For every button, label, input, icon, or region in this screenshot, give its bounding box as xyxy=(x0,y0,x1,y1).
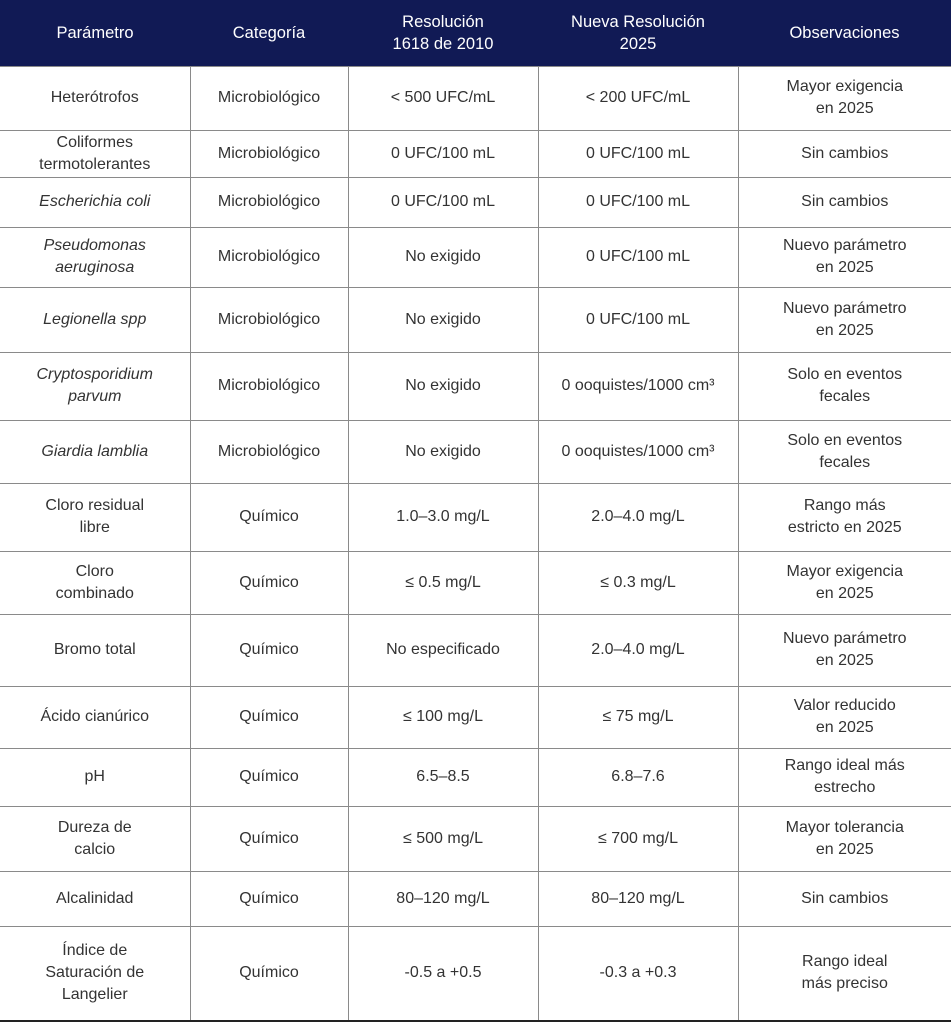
cell-categoria: Químico xyxy=(190,551,348,614)
cell-resolucion-2010: ≤ 100 mg/L xyxy=(348,686,538,748)
table-row xyxy=(0,748,951,806)
cell-resolucion-2025: 0 UFC/100 mL xyxy=(538,130,738,177)
table-body xyxy=(0,66,951,1021)
cell-resolucion-2010: No especificado xyxy=(348,614,538,686)
cell-observaciones: Nuevo parámetro en 2025 xyxy=(738,227,951,287)
cell-parametro: Ácido cianúrico xyxy=(0,686,190,748)
table-row xyxy=(0,130,951,177)
cell-parametro: Bromo total xyxy=(0,614,190,686)
cell-categoria: Químico xyxy=(190,748,348,806)
cell-parametro: Coliformes termotolerantes xyxy=(0,130,190,177)
cell-resolucion-2010: ≤ 0.5 mg/L xyxy=(348,551,538,614)
cell-parametro: Dureza de calcio xyxy=(0,806,190,871)
table-row xyxy=(0,66,951,130)
table-row xyxy=(0,871,951,926)
cell-resolucion-2010: 80–120 mg/L xyxy=(348,871,538,926)
cell-parametro: Índice de Saturación de Langelier xyxy=(0,926,190,1021)
cell-resolucion-2010: ≤ 500 mg/L xyxy=(348,806,538,871)
header-observaciones: Observaciones xyxy=(738,0,951,66)
header-categoria: Categoría xyxy=(190,0,348,66)
cell-resolucion-2025: 80–120 mg/L xyxy=(538,871,738,926)
header-parametro: Parámetro xyxy=(0,0,190,66)
cell-resolucion-2010: No exigido xyxy=(348,227,538,287)
cell-resolucion-2010: 0 UFC/100 mL xyxy=(348,130,538,177)
cell-resolucion-2010: No exigido xyxy=(348,420,538,483)
cell-categoria: Microbiológico xyxy=(190,177,348,227)
cell-categoria: Microbiológico xyxy=(190,287,348,352)
cell-categoria: Microbiológico xyxy=(190,227,348,287)
cell-categoria: Químico xyxy=(190,871,348,926)
cell-parametro: Cloro residual libre xyxy=(0,483,190,551)
cell-resolucion-2010: No exigido xyxy=(348,352,538,420)
cell-resolucion-2025: 6.8–7.6 xyxy=(538,748,738,806)
cell-resolucion-2025: -0.3 a +0.3 xyxy=(538,926,738,1021)
cell-parametro: pH xyxy=(0,748,190,806)
cell-parametro: Heterótrofos xyxy=(0,66,190,130)
cell-observaciones: Rango ideal más preciso xyxy=(738,926,951,1021)
cell-resolucion-2010: < 500 UFC/mL xyxy=(348,66,538,130)
cell-parametro: Giardia lamblia xyxy=(0,420,190,483)
table-row xyxy=(0,483,951,551)
cell-resolucion-2025: < 200 UFC/mL xyxy=(538,66,738,130)
cell-observaciones: Rango ideal más estrecho xyxy=(738,748,951,806)
cell-parametro: Escherichia coli xyxy=(0,177,190,227)
cell-observaciones: Sin cambios xyxy=(738,130,951,177)
cell-parametro: Cloro combinado xyxy=(0,551,190,614)
table-row xyxy=(0,806,951,871)
table-row xyxy=(0,177,951,227)
table-row xyxy=(0,420,951,483)
cell-categoria: Químico xyxy=(190,686,348,748)
cell-resolucion-2010: No exigido xyxy=(348,287,538,352)
cell-observaciones: Nuevo parámetro en 2025 xyxy=(738,614,951,686)
cell-observaciones: Sin cambios xyxy=(738,177,951,227)
cell-categoria: Químico xyxy=(190,926,348,1021)
cell-resolucion-2025: ≤ 75 mg/L xyxy=(538,686,738,748)
table-row xyxy=(0,614,951,686)
cell-resolucion-2025: 0 UFC/100 mL xyxy=(538,177,738,227)
cell-resolucion-2025: 0 UFC/100 mL xyxy=(538,287,738,352)
cell-observaciones: Mayor exigencia en 2025 xyxy=(738,66,951,130)
cell-resolucion-2010: 1.0–3.0 mg/L xyxy=(348,483,538,551)
cell-resolucion-2010: 6.5–8.5 xyxy=(348,748,538,806)
table-row xyxy=(0,287,951,352)
cell-observaciones: Nuevo parámetro en 2025 xyxy=(738,287,951,352)
cell-resolucion-2025: 0 UFC/100 mL xyxy=(538,227,738,287)
table-row xyxy=(0,551,951,614)
cell-resolucion-2025: 2.0–4.0 mg/L xyxy=(538,614,738,686)
table-row xyxy=(0,926,951,1021)
cell-resolucion-2025: 2.0–4.0 mg/L xyxy=(538,483,738,551)
cell-categoria: Microbiológico xyxy=(190,352,348,420)
header-resolucion-2025: Nueva Resolución 2025 xyxy=(538,0,738,66)
cell-parametro: Legionella spp xyxy=(0,287,190,352)
cell-observaciones: Sin cambios xyxy=(738,871,951,926)
cell-categoria: Químico xyxy=(190,614,348,686)
cell-categoria: Microbiológico xyxy=(190,420,348,483)
cell-resolucion-2025: ≤ 0.3 mg/L xyxy=(538,551,738,614)
cell-parametro: Alcalinidad xyxy=(0,871,190,926)
cell-resolucion-2025: 0 ooquistes/1000 cm³ xyxy=(538,352,738,420)
cell-categoria: Microbiológico xyxy=(190,66,348,130)
cell-resolucion-2010: 0 UFC/100 mL xyxy=(348,177,538,227)
cell-categoria: Químico xyxy=(190,483,348,551)
cell-observaciones: Valor reducido en 2025 xyxy=(738,686,951,748)
cell-parametro: Cryptosporidium parvum xyxy=(0,352,190,420)
header-resolucion-2010: Resolución 1618 de 2010 xyxy=(348,0,538,66)
cell-observaciones: Mayor tolerancia en 2025 xyxy=(738,806,951,871)
cell-observaciones: Mayor exigencia en 2025 xyxy=(738,551,951,614)
cell-parametro: Pseudomonas aeruginosa xyxy=(0,227,190,287)
cell-observaciones: Solo en eventos fecales xyxy=(738,352,951,420)
table-row xyxy=(0,352,951,420)
cell-categoria: Químico xyxy=(190,806,348,871)
cell-resolucion-2025: ≤ 700 mg/L xyxy=(538,806,738,871)
table-row xyxy=(0,686,951,748)
cell-resolucion-2025: 0 ooquistes/1000 cm³ xyxy=(538,420,738,483)
header-row xyxy=(0,0,951,66)
table-row xyxy=(0,227,951,287)
cell-categoria: Microbiológico xyxy=(190,130,348,177)
cell-resolucion-2010: -0.5 a +0.5 xyxy=(348,926,538,1021)
cell-observaciones: Solo en eventos fecales xyxy=(738,420,951,483)
cell-observaciones: Rango más estricto en 2025 xyxy=(738,483,951,551)
